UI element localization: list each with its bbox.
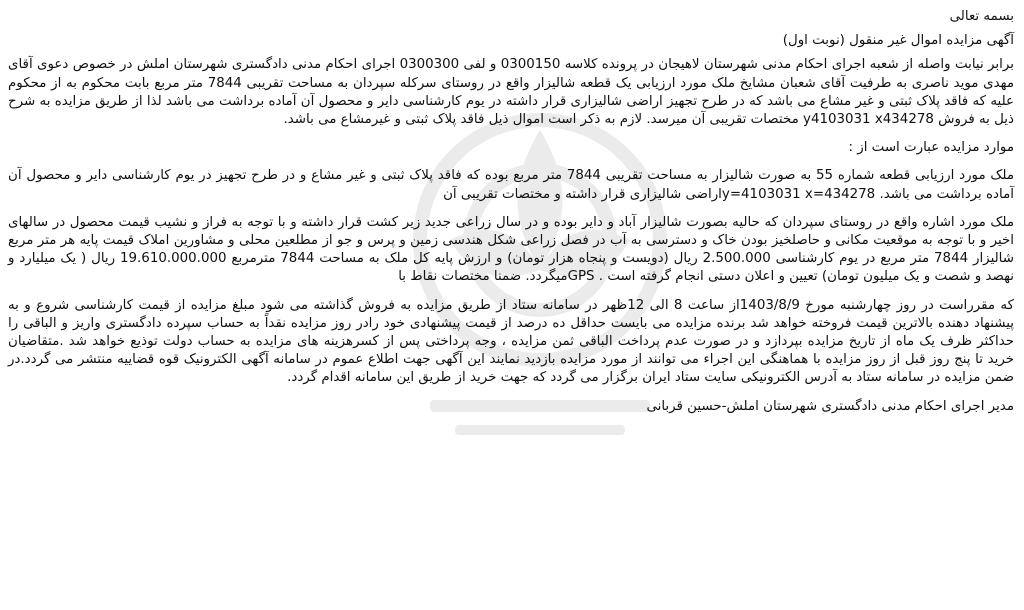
notice-text bbox=[8, 8, 1014, 416]
valuation-paragraph: ملک مورد اشاره واقع در روستای سپردان که حالیه بصورت شالیزار آباد و دایر بوده و در سال زراعی جدید زیر کشت قرار داشته و با توجه به فراز و نشیب قیمت محصول در سالهای اخیر و با توجه به موقعیت مکانی و حاصلخیز بودن خاک و دسترسی به آب در فصل زراعی شکل هندسی زمین و پرس و جو از مطلعین محلی و مشاورین املاک قیمت پایه هر متر مربع شالیزار 7844 متر مربع در یوم کارشناسی 2.500.000 ریال (دویست و پنجاه هزار تومان) و ارزش پایه کل ملک به مساحت 7844 مترمربع 19.610.000.000 ریال ( یک میلیارد و نهصد و شصت و یک میلیون تومان) تعیین و اعلان دستی انجام گرفته است . GPSمیگردد. ضمنا مختصات نقاط با bbox=[8, 214, 1014, 285]
item-description-paragraph: ملک مورد ارزیابی قطعه شماره 55 به صورت شالیزار به مساحت تقریبی 7844 متر مربع بوده که فاقد پلاک ثبتی و غیر مشاع و در طرح تجهیز در یوم کارشناسی دایر و محصول آن آماده برداشت می باشد. y=4103031 x=434278اراضی شالیزاری قرار داشته و مختصات تقریبی آن bbox=[8, 168, 1014, 202]
intro-paragraph: برابر نیابت واصله از شعبه اجرای احکام مدنی شهرستان لاهیجان در پرونده کلاسه 0300150 و لفی 0300300 اجرای احکام مدنی دادگستری شهرستان املش در خصوص دعوی آقای مهدی موید ناصری به طرفیت آقای شعبان مشایخ ملک مورد ارزیابی یک قطعه شالیزار واقع در روستای سرکله سپردان به مساحت تقریبی 7844 متر مربع بابت محکوم به از محکوم علیه که فاقد پلاک ثبتی و غیر مشاع می باشد که در طرح تجهیز اراضی شالیزاری قرار داشته در یوم کارشناسی دایر و محصول آن آماده برداشت می باشد لذا از طریق مزایده به شرح ذیل به فروش y4103031 x434278 مختصات تقریبی آن میرسد. لازم به ذکر است اموال ذیل فاقد پلاک ثبتی و غیرمشاع می باشد. bbox=[8, 57, 1014, 128]
items-heading: موارد مزایده عبارت است از : bbox=[848, 140, 1014, 156]
notice-title: آگهی مزایده اموال غیر منقول (نوبت اول) bbox=[782, 33, 1014, 49]
auction-terms-paragraph: که مقرراست در روز چهارشنبه مورخ 1403/8/9از ساعت 8 الی 12ظهر در سامانه ستاد از طریق مزایده به فروش گذاشته می شود مبلغ مزایده از قیمت کارشناسی شروع و به پیشنهاد دهنده بالاترین قیمت فروخته خواهد شد برنده مزایده می بایست حداقل ده درصد از قیمت پیشنهادی خود رادر روز مزایده نقداً به حساب سپرده دادگستری واریز و الباقی را حداکثر ظرف یک ماه از تاریخ مزایده بپردازد و در صورت عدم پرداخت الباقی ثمن مزایده ، وجه پرداختی پس از کسرهزینه های مزایده به حساب دولت توذیع خواهد شد .متقاضیان خرید تا پنج روز قبل از روز مزایده با هماهنگی این اجراء می توانند از مورد مزایده بازدید نمایند این آگهی جهت اطلاع عموم در سامانه آگهی الکترونیک قوه قضاییه منتشر می گردد.در ضمن مزایده در سامانه ستاد به آدرس الکترونیکی سایت ستاد ایران برگزار می گردد که جهت خرید از طریق این سامانه اقدام گردد. bbox=[8, 297, 1014, 386]
basmala: بسمه تعالی bbox=[949, 9, 1014, 24]
signature: مدیر اجرای احکام مدنی دادگستری شهرستان املش-حسین قربانی bbox=[646, 398, 1014, 414]
